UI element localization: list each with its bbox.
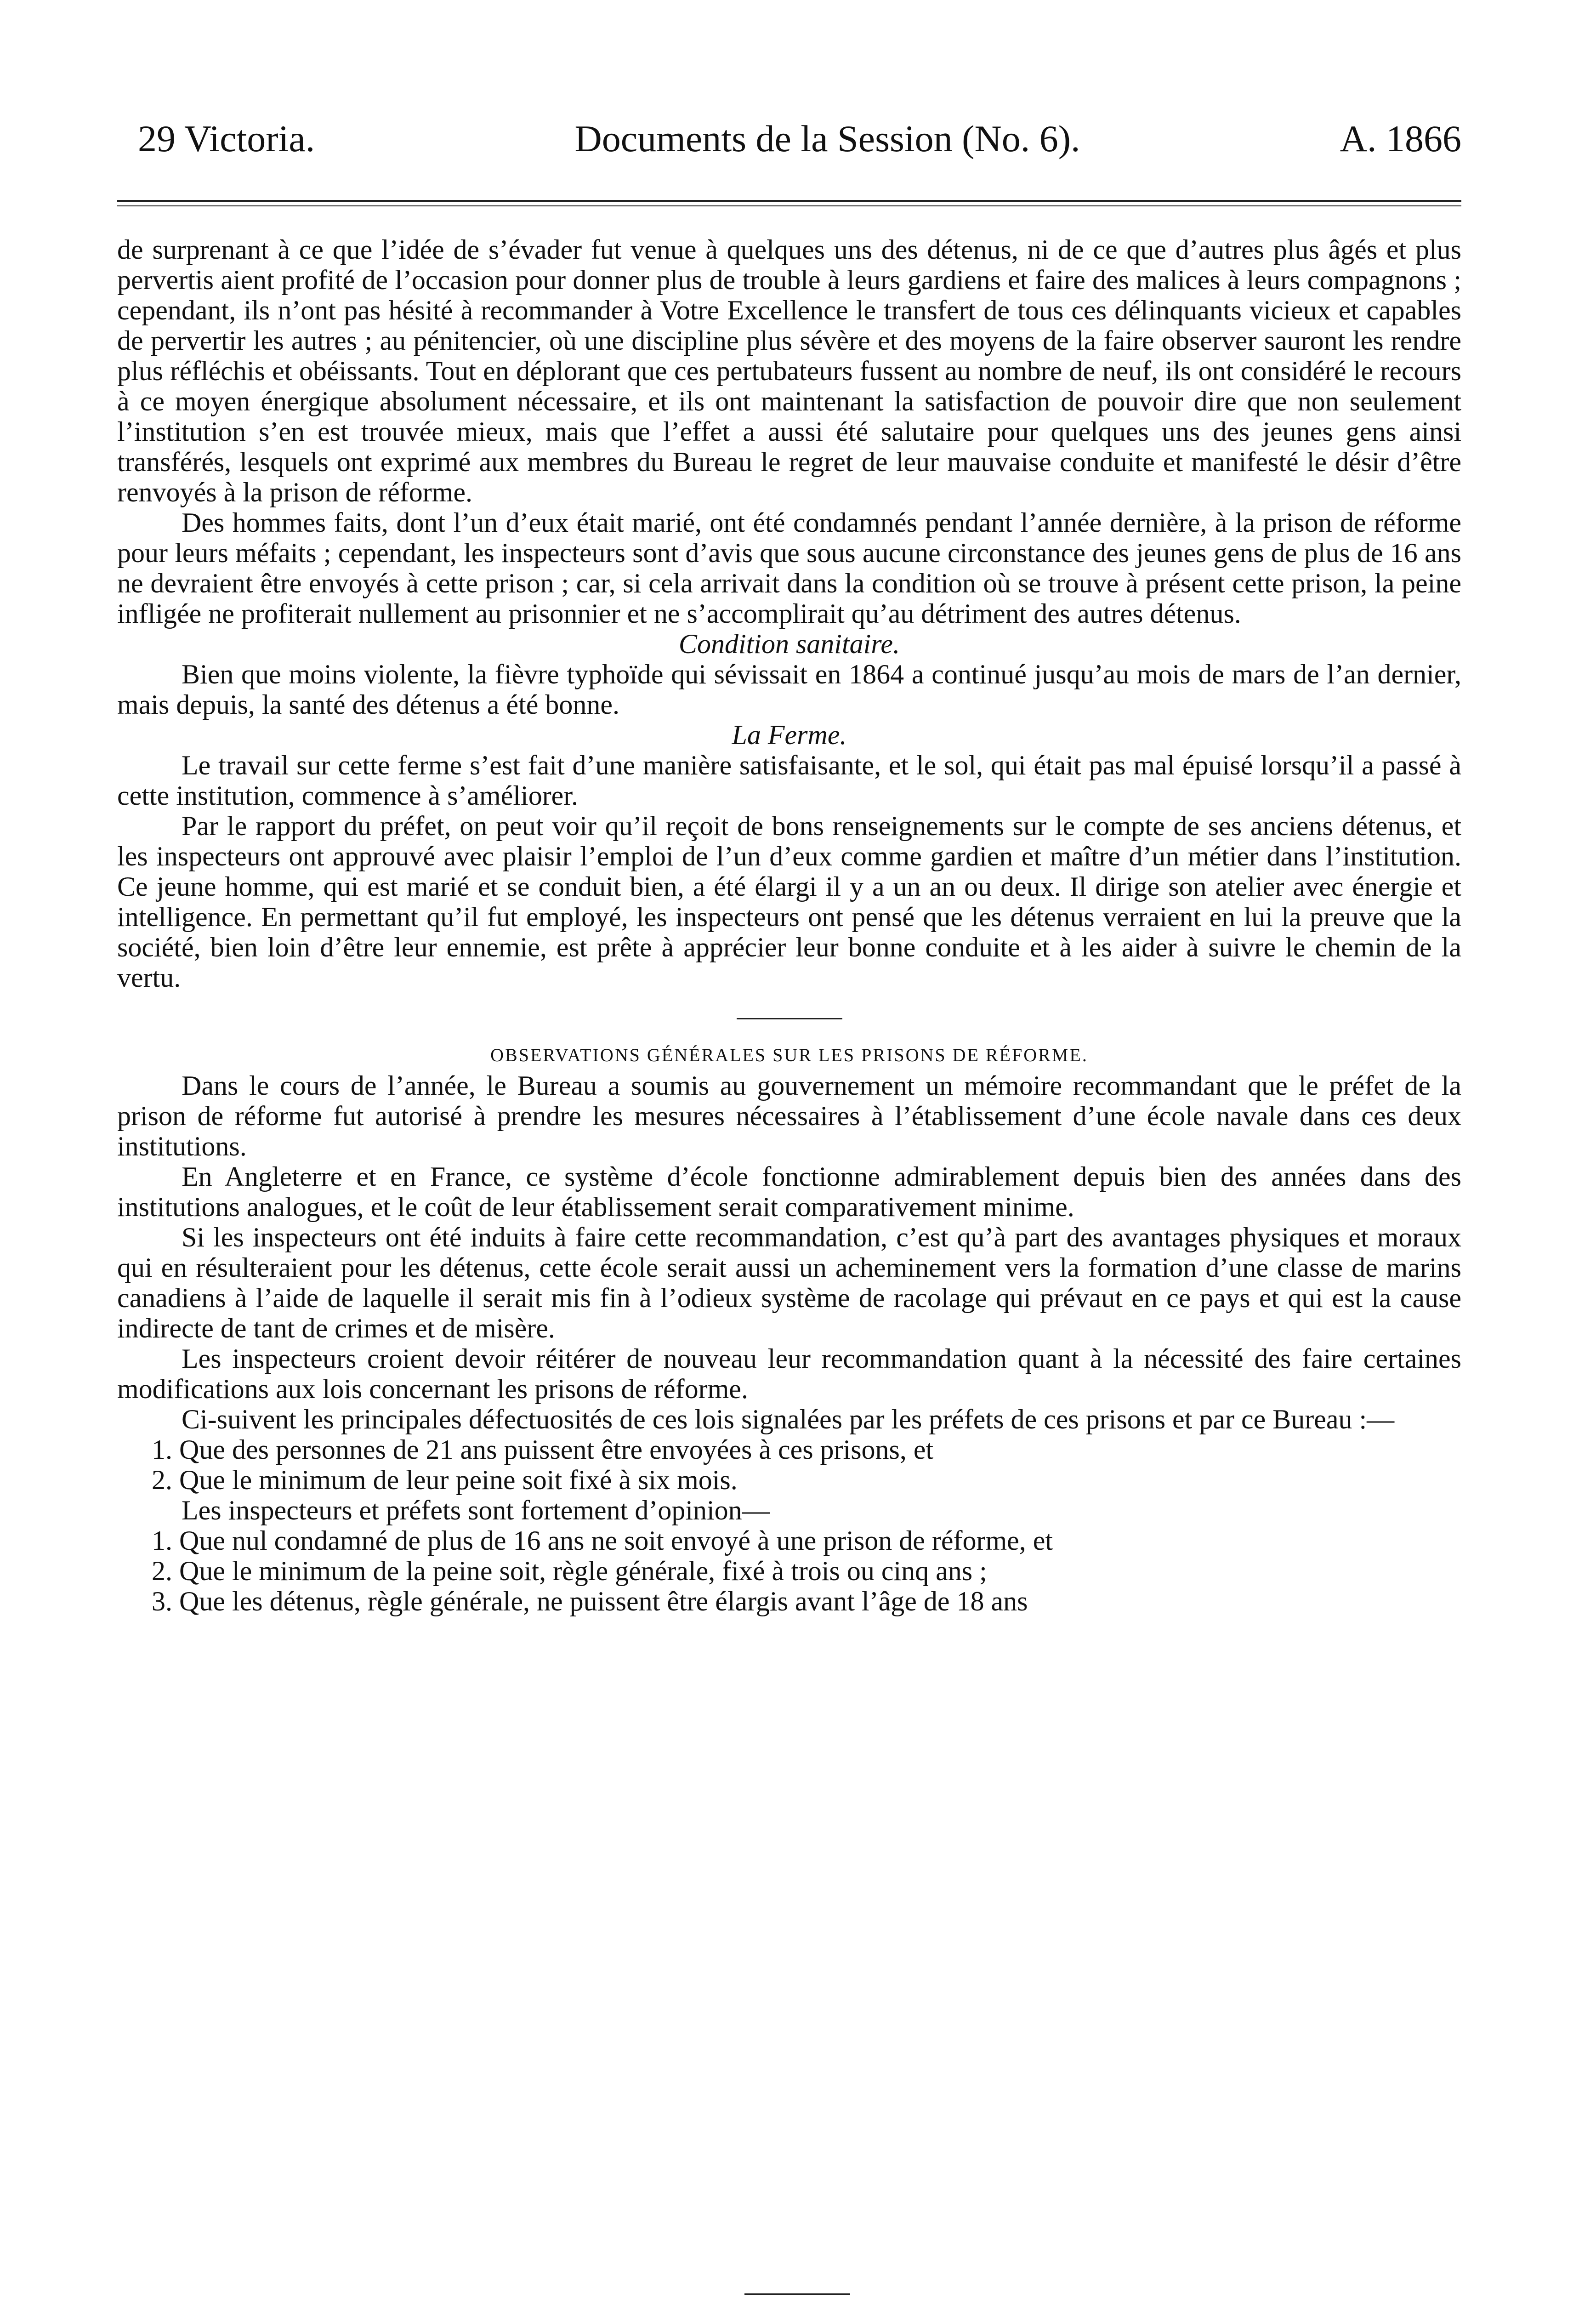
paragraph: Bien que moins violente, la fièvre typhoïde qui sévissait en 1864 a continué jusqu’au mois de mars de l’an dernier, mais depuis, la santé des détenus a été bonne. [117, 659, 1461, 720]
paragraph: Ci-suivent les principales défectuosités de ces lois signalées par les préfets de ces prisons et par ce Bureau :— [182, 1404, 1395, 1434]
list-item: 1. Que des personnes de 21 ans puissent être envoyées à ces prisons, et [152, 1434, 934, 1465]
paragraph: Le travail sur cette ferme s’est fait d’une manière satisfaisante, et le sol, qui était pas mal épuisé lorsqu’il a passé à cette institution, commence à s’améliorer. [117, 750, 1461, 811]
paragraph: En Angleterre et en France, ce système d’école fonctionne admirablement depuis bien des années dans des institutions analogues, et le coût de leur établissement serait comparativement minime. [117, 1161, 1461, 1222]
paragraph: de surprenant à ce que l’idée de s’évader fut venue à quelques uns des détenus, ni de ce que d’autres plus âgés et plus pervertis aient profité de l’occasion pour donner plus de trouble à leurs gardiens et faire des malices à leurs compagnons ; cependant, ils n’ont pas hésité à recommander à Votre Excellence le transfert de tous ces délinquants vicieux et capables de pervertir les autres ; au pénitencier, où une discipline plus sévère et des moyens de la faire observer sauront les rendre plus réfléchis et obéissants. Tout en déplorant que ces pertubateurs fussent au nombre de neuf, ils ont considéré le recours à ce moyen énergique absolument nécessaire, et ils ont maintenant la satisfaction de pouvoir dire que non seulement l’institution s’en est trouvée mieux, mais que l’effet a aussi été salutaire pour quelques uns des jeunes gens ainsi transférés, lesquels ont exprimé aux membres du Bureau le regret de leur mauvaise conduite et manifesté le désir d’être renvoyés à la prison de réforme. [117, 234, 1461, 507]
list-item: 2. Que le minimum de leur peine soit fixé à six mois. [152, 1465, 738, 1495]
paragraph: Dans le cours de l’année, le Bureau a soumis au gouvernement un mémoire recommandant que le préfet de la prison de réforme fut autorisé à prendre les mesures nécessaires à l’établissement d’une école navale dans ces deux institutions. [117, 1070, 1461, 1161]
header-rule-thick [117, 200, 1461, 202]
section-divider [737, 1018, 842, 1019]
page-number-rule [744, 2293, 850, 2295]
paragraph: Les inspecteurs croient devoir réitérer de nouveau leur recommandation quant à la nécessité des faire certaines modifications aux lois concernant les prisons de réforme. [117, 1343, 1461, 1404]
running-header [138, 117, 1461, 160]
paragraph: Par le rapport du préfet, on peut voir qu’il reçoit de bons renseignements sur le compte de ses anciens détenus, et les inspecteurs ont approuvé avec plaisir l’emploi de l’un d’eux comme gardien et maître d’un métier dans l’institution. Ce jeune homme, qui est marié et se conduit bien, a été élargi il y a un an ou deux. Il dirige son atelier avec énergie et intelligence. En permettant qu’il fut employé, les inspecteurs ont pensé que les détenus verraient en lui la preuve que la société, bien loin d’être leur ennemie, est prête à apprécier leur bonne conduite et à les aider à suivre le chemin de la vertu. [117, 811, 1461, 993]
header-regnal-year: 29 Victoria. [138, 118, 315, 159]
paragraph: Des hommes faits, dont l’un d’eux était marié, ont été condamnés pendant l’année dernière, à la prison de réforme pour leurs méfaits ; cependant, les inspecteurs sont d’avis que sous aucune circonstance des jeunes gens de plus de 16 ans ne devraient être envoyés à cette prison ; car, si cela arrivait dans la condition où se trouve à présent cette prison, la peine infligée ne profiterait nullement au prisonnier et ne s’accomplirait qu’au détriment des autres détenus. [117, 507, 1461, 629]
header-year: A. 1866 [1340, 118, 1461, 159]
list-item: 3. Que les détenus, règle générale, ne puissent être élargis avant l’âge de 18 ans [152, 1586, 1028, 1616]
section-heading-sanitaire: Condition sanitaire. [678, 629, 900, 659]
list-item: 1. Que nul condamné de plus de 16 ans ne soit envoyé à une prison de réforme, et [152, 1525, 1053, 1556]
body-text [117, 234, 1461, 1616]
section-heading-observations: OBSERVATIONS GÉNÉRALES SUR LES PRISONS DE RÉFORME. [490, 1045, 1088, 1065]
paragraph: Si les inspecteurs ont été induits à faire cette recommandation, c’est qu’à part des avantages physiques et moraux qui en résulteraient pour les détenus, cette école serait aussi un acheminement vers la formation d’une classe de marins canadiens à l’aide de laquelle il serait mis fin à l’odieux système de racolage qui prévaut en ce pays et qui est la cause indirecte de tant de crimes et de misère. [117, 1222, 1461, 1343]
section-heading-ferme: La Ferme. [732, 720, 847, 750]
paragraph: Les inspecteurs et préfets sont fortement d’opinion— [182, 1495, 770, 1525]
list-item: 2. Que le minimum de la peine soit, règle générale, fixé à trois ou cinq ans ; [152, 1556, 987, 1586]
header-rule-thin [117, 205, 1461, 206]
header-title: Documents de la Session (No. 6). [574, 118, 1080, 159]
